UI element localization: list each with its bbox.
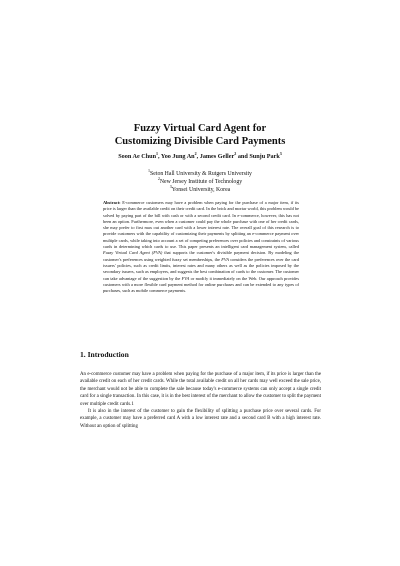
affiliation [0,186,400,194]
affiliation-text: Seton Hall University & Rutgers University [150,171,252,177]
abstract-text: or modify it immediately on the Web. Our approach provides customers with a more flexible card payment method for online purchases and can be extended to any types of purchases, such as mobile commerce payments. [103,275,300,294]
affiliation [0,178,400,186]
author-name: James Geller [199,153,235,160]
affiliation-text: New Jersey Institute of Technology [159,179,243,185]
abstract-italic-term: FVA [181,275,190,281]
affiliation [0,170,400,178]
author-affil-marker: 1 [156,150,159,156]
section-body [80,371,321,430]
author-affil-marker: 3 [279,150,282,156]
paragraph: It is also in the interest of the customer to gain the flexibility of splitting a purchase price over several cards. For example, a customer may have a preferred card A with a low interest rate and a second card B with a high interest rate. Without an option of splitting [80,409,321,429]
affiliation-list [0,170,400,194]
author-list [0,150,400,161]
author-affil-marker: 2 [194,150,197,156]
author-name: Soon Ae Chun [118,153,157,160]
abstract-text: that supports the customer's divisible payment decision. By modeling the customer's preferences using weighted fuzzy set memberships, the [103,250,299,262]
abstract-text: considers the preferences over the card issuers' policies, such as credit limits, interest rates and many others as well as the policies imposed by the secondary issuers, such as employers, and suggests the best combination of cards to the customer. The customer can take advantage of the suggestion by the [103,256,299,281]
affiliation-marker: 3 [169,184,172,190]
section-heading: 1. Introduction [80,350,129,359]
title-line-1: Fuzzy Virtual Card Agent for [133,123,267,134]
abstract-italic-term: FVA [221,256,229,262]
paragraph: An e-commerce customer may have a problem when paying for the purchase of a major item, if its price is larger than the available credit on each of her credit cards. While the total available credit on all her cards may well exceed the sale price, the merchant would not be able to complete the sale because today's e-commerce systems can only accept a single credit card for a single transaction. In this case, it is in the best interest of the merchant to allow the customer to split the payment over multiple credit cards.1 [80,372,321,407]
author-separator: , [158,153,161,160]
abstract [103,200,299,294]
author-name: Sunju Park [249,153,280,160]
title-line-2: Customizing Divisible Card Payments [114,136,286,147]
abstract-label: Abstract: [103,200,121,205]
abstract-italic-term: Fuzzy Virtual Card Agent (FVA) [103,250,163,256]
affiliation-text: Yonsei University, Korea [171,187,231,193]
affiliation-marker: 2 [157,176,160,182]
paper-title [0,122,400,148]
affiliation-marker: 1 [148,168,151,174]
author-name: Yoo Jung An [160,153,195,160]
abstract-text: E-commerce customers may have a problem when paying for the purchase of a major item, if its price is larger than the available credit on their credit card. In the brick and mortar world, this problem would be solved by paying part of the bill with cash or with a second credit card. In e-commerce, however, this has not been an option. Furthermore, even when a customer could pay the whole purchase with one of her credit cards, she may prefer to first max out another card with a lower interest rate. The overall goal of this research is to provide customers with the capability of customizing their payments by splitting an e-commerce payment over multiple cards, while taking into account a set of competing preferences over policies and constraints of various cards in determining which cards to use. This paper presents an intelligent card management system, called [103,200,299,250]
author-conjunction: and [236,153,250,160]
author-separator: , [196,153,200,160]
author-affil-marker: 2 [234,150,237,156]
